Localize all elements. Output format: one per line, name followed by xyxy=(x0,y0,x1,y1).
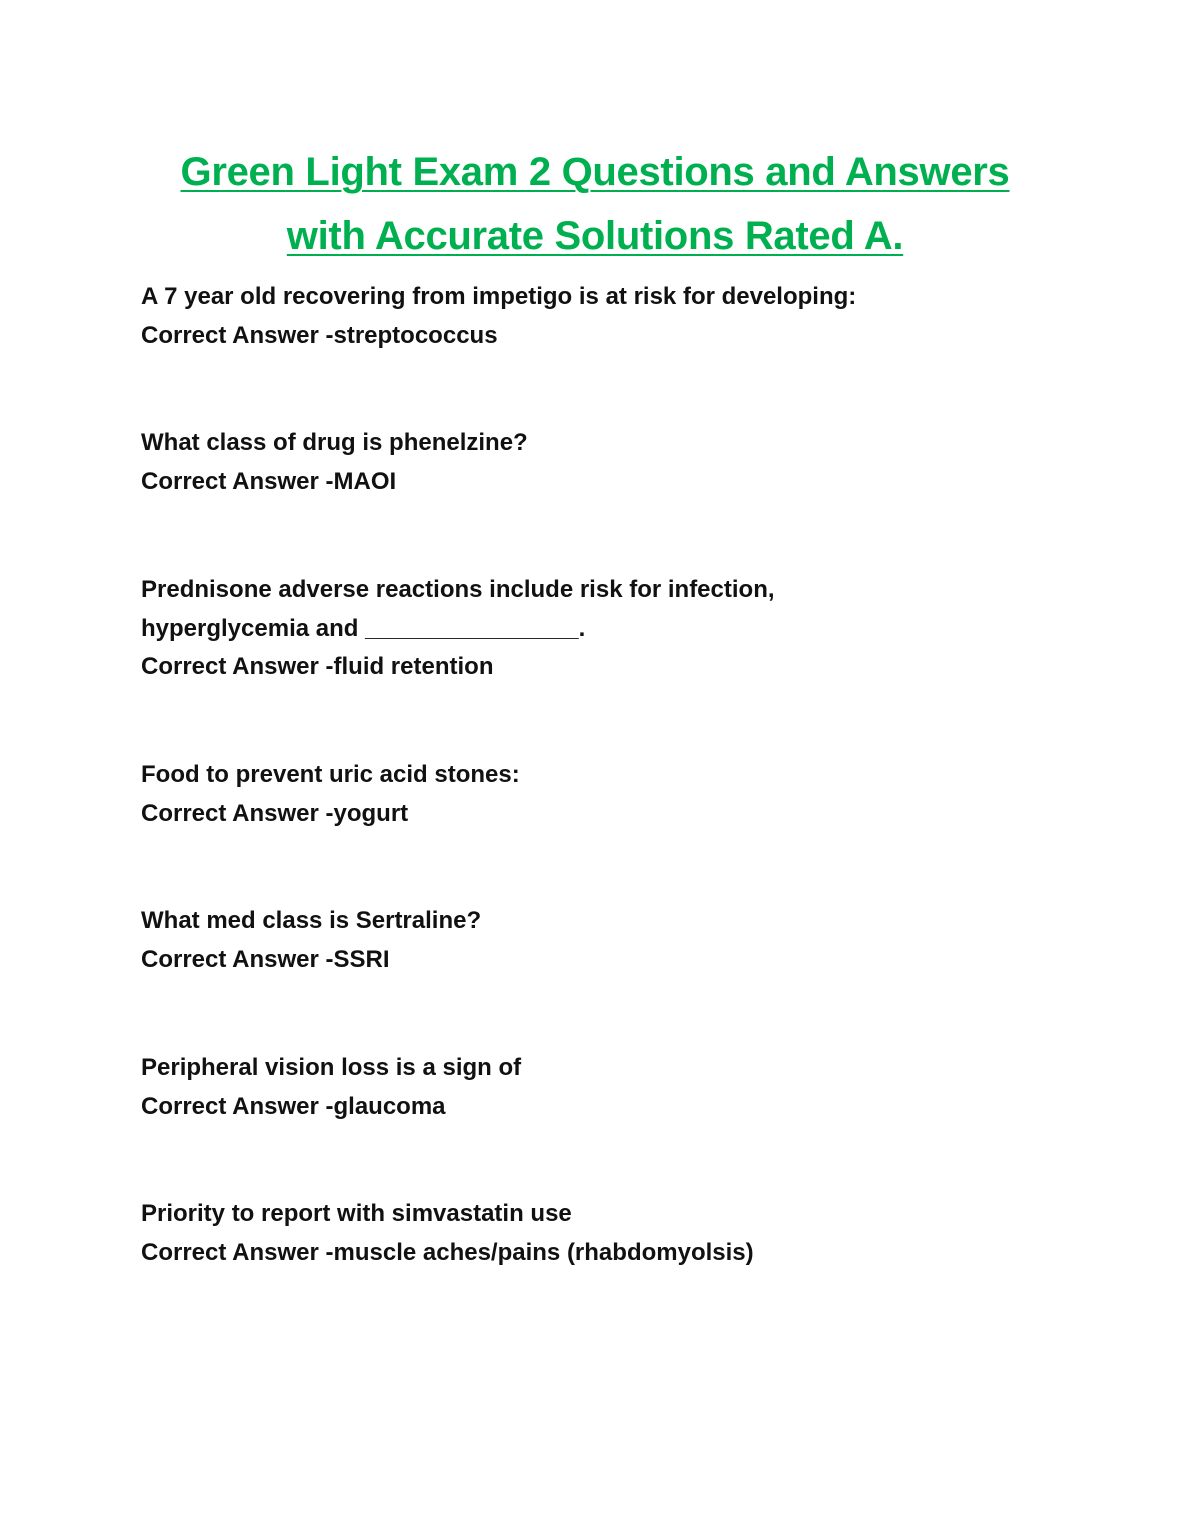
answer-text: Correct Answer -yogurt xyxy=(141,799,409,827)
qa-item-2 xyxy=(141,424,1041,501)
question-text-continued: hyperglycemia and ________________. xyxy=(141,614,586,642)
question-text: Peripheral vision loss is a sign of xyxy=(141,1054,522,1081)
question-text: Priority to report with simvastatin use xyxy=(141,1200,572,1227)
answer-text: Correct Answer -MAOI xyxy=(141,467,397,495)
qa-item-5 xyxy=(141,902,1041,979)
question-text: Prednisone adverse reactions include risk for infection, xyxy=(141,576,775,603)
question-text: A 7 year old recovering from impetigo is at risk for developing: xyxy=(141,283,857,310)
title-line-2: with Accurate Solutions Rated A. xyxy=(286,214,904,258)
qa-item-6 xyxy=(141,1049,1041,1126)
answer-text: Correct Answer -glaucoma xyxy=(141,1092,446,1120)
qa-item-7 xyxy=(141,1195,1041,1272)
answer-text: Correct Answer -fluid retention xyxy=(141,653,494,680)
answer-text: Correct Answer -muscle aches/pains (rhabdomyolsis) xyxy=(141,1238,754,1266)
question-text: What class of drug is phenelzine? xyxy=(141,429,528,456)
document-title xyxy=(0,140,1190,268)
answer-text: Correct Answer -SSRI xyxy=(141,945,390,973)
question-text: What med class is Sertraline? xyxy=(141,907,482,934)
question-text: Food to prevent uric acid stones: xyxy=(141,761,520,788)
qa-item-3 xyxy=(141,571,1041,687)
qa-item-4 xyxy=(141,756,1041,833)
qa-item-1 xyxy=(141,278,1041,355)
title-line-1: Green Light Exam 2 Questions and Answers xyxy=(180,150,1010,194)
answer-text: Correct Answer -streptococcus xyxy=(141,321,498,349)
